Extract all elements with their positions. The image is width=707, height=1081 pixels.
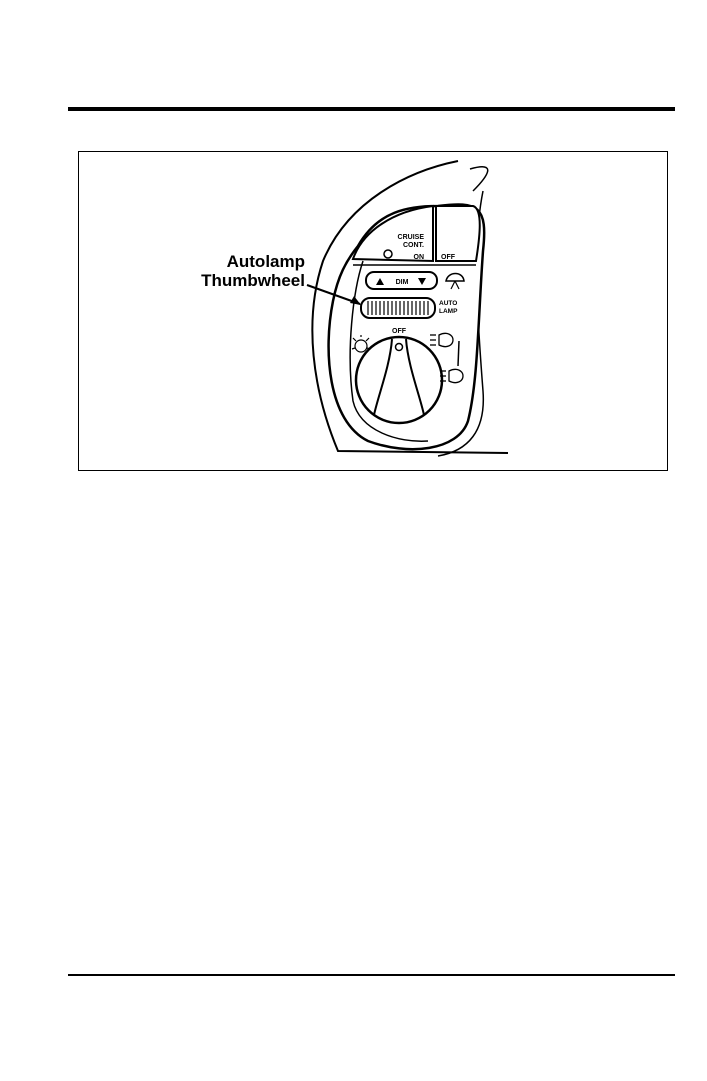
- dim-label: DIM: [395, 279, 409, 286]
- headlamp-switch-illustration: [78, 151, 668, 471]
- cruise-label-1: CRUISE: [397, 234, 424, 241]
- cruise-label-2: CONT.: [403, 242, 424, 249]
- autolamp-thumbwheel-callout: [170, 252, 305, 290]
- bottom-rule: [68, 974, 675, 976]
- knob-off-label: OFF: [392, 328, 406, 335]
- side-trim-line: [458, 341, 459, 366]
- callout-line-1: Autolamp: [226, 252, 305, 271]
- top-rule: [68, 107, 675, 111]
- cruise-off-button: [436, 206, 480, 261]
- cruise-on-label: ON: [413, 254, 424, 261]
- cruise-off-label: OFF: [441, 254, 455, 261]
- auto-label: AUTO: [439, 300, 458, 307]
- callout-line-2: Thumbwheel: [201, 271, 305, 290]
- lamp-label: LAMP: [439, 308, 458, 315]
